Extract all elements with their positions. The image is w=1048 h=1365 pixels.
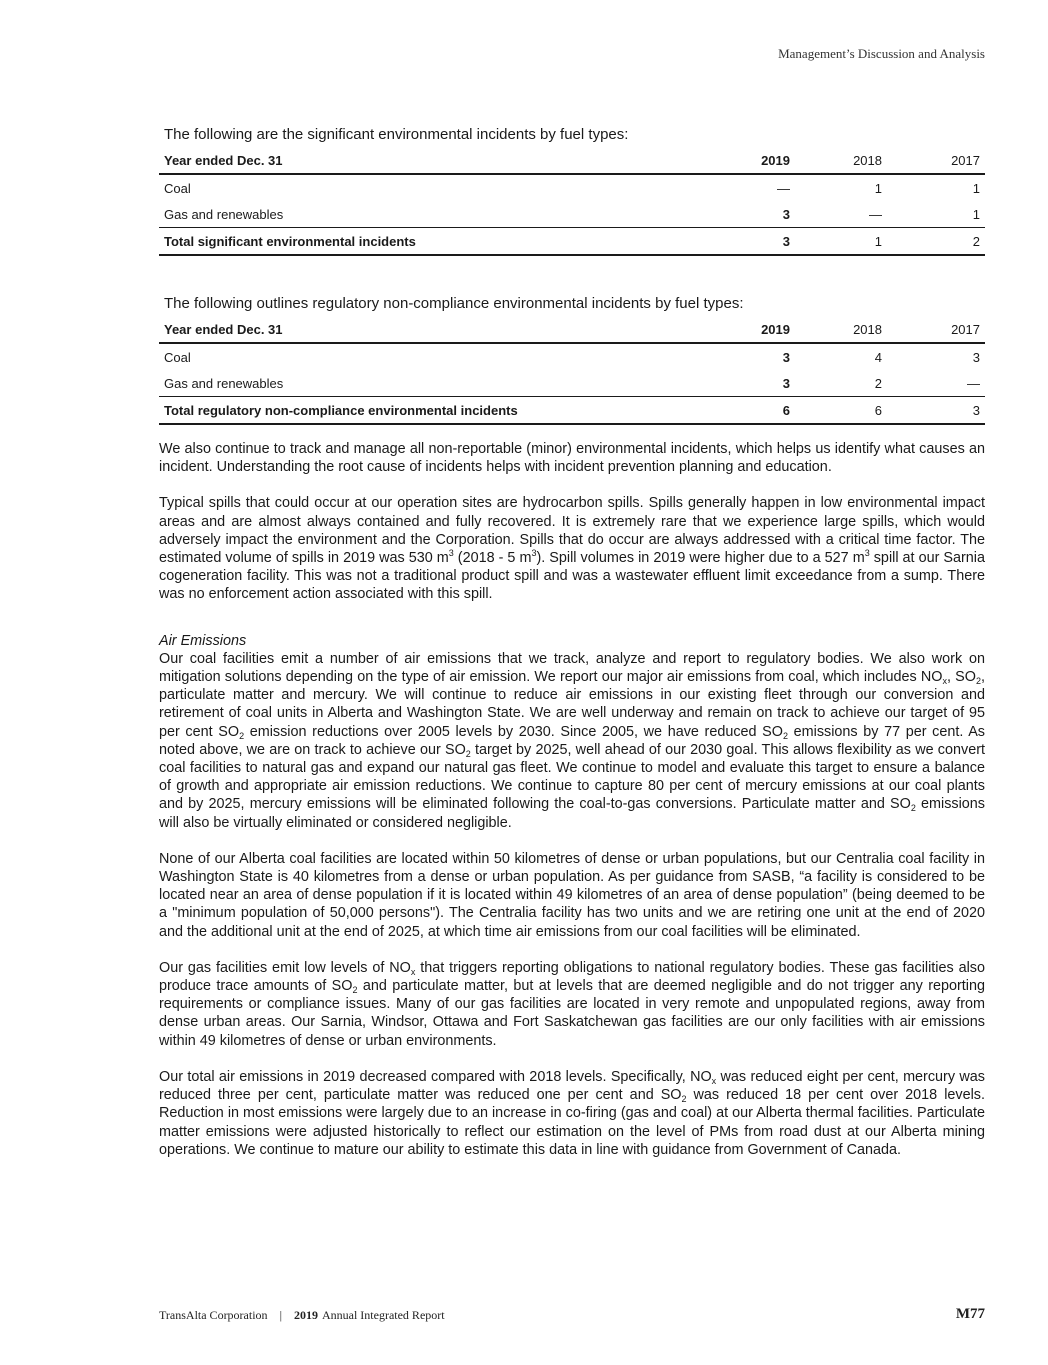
row-label: Coal: [164, 349, 191, 365]
paragraph-minor-incidents: We also continue to track and manage all non-reportable (minor) environmental incidents, which helps us identify what causes an incident. Understanding the root cause of incidents helps with incident prevention planning and education.: [159, 441, 985, 476]
body-text: [159, 440, 985, 1177]
subscript: 2: [239, 730, 245, 741]
subscript: 2: [910, 803, 916, 814]
significant-incidents-table: [159, 147, 985, 256]
cell-2019: 3: [782, 375, 790, 391]
footer-report-name: Annual Integrated Report: [321, 1308, 445, 1322]
cell-2019: 3: [782, 349, 790, 365]
cell-2017: 3: [972, 349, 980, 365]
subscript: 2: [975, 676, 981, 687]
table-row: [159, 201, 985, 228]
total-label: Total regulatory non-compliance environmental incidents: [159, 397, 690, 425]
subscript: x: [410, 966, 416, 977]
footer-company: TransAlta Corporation: [159, 1308, 268, 1322]
total-2017: 3: [882, 397, 985, 425]
paragraph-total-emissions: [159, 1068, 985, 1159]
paragraph-spills: [159, 494, 985, 603]
row-label: Coal: [164, 180, 191, 196]
text-run: Our coal facilities emit a number of air emissions that we track, analyze and report to regulatory bodies. We also work on mitigation solutions depending on the type of air emission. We report our major air emissions from coal, which includes NO: [159, 650, 985, 686]
row-label: Gas and renewables: [164, 206, 284, 222]
text-run: emissions by 77 per cent. As noted above, we are on track to achieve our SO: [159, 723, 986, 758]
text-run: target by 2025, well ahead of our 2030 goal. This allows flexibility as we convert coal facilities to natural gas and expand our natural gas fleet. We continue to model and evaluate this target to ensure a balance of growth and appropriate air emission reductions. We continue to capture 80 per cent of mercury emissions at our coal plants and by 2025, mercury emissions will be eliminated following the coal-to-gas conversions. Particulate matter and SO: [159, 741, 985, 813]
column-header-2019: 2019: [690, 147, 790, 174]
cell-2018: 1: [874, 180, 882, 196]
section-subheading-air-emissions: Air Emissions: [159, 632, 247, 649]
footer-separator: |: [279, 1308, 282, 1322]
cell-2017: 1: [972, 206, 980, 222]
cell-2019: —: [777, 180, 790, 196]
text-run: spill at our Sarnia cogeneration facility. This was not a traditional product spill and was a wastewater effluent limit exceedance from a sump. There was no enforcement action associated with this spill.: [159, 550, 985, 603]
superscript: 3: [864, 548, 870, 559]
page-number: M77: [955, 1306, 985, 1322]
text-run: ). Spill volumes in 2019 were higher due to a 527 m: [536, 550, 865, 567]
column-header-year: Year ended Dec. 31: [159, 316, 690, 343]
column-header-2019: 2019: [690, 316, 790, 343]
subscript: x: [711, 1075, 717, 1086]
cell-2018: —: [869, 206, 882, 222]
non-compliance-incidents-section: [159, 295, 985, 425]
table-total-row: [159, 228, 985, 256]
cell-2018: 2: [874, 375, 882, 391]
total-2018: 1: [790, 228, 882, 256]
text-run: emissions will also be virtually eliminated or considered negligible.: [159, 796, 985, 831]
row-label: Gas and renewables: [164, 375, 284, 391]
page-header: Management’s Discussion and Analysis: [778, 46, 985, 61]
total-2017: 2: [882, 228, 985, 256]
paragraph-centralia: None of our Alberta coal facilities are located within 50 kilometres of dense or urban populations, but our Centralia coal facility in Washington State is 40 kilometres from a dense or urban population. As per guidance from SASB, “a facility is considered to be located near an area of dense population if it is located within 49 kilometres of an area of dense population” (being deemed to be a "minimum population of 50,000 persons"). The Centralia facility has two units and we are retiring one unit at the end of 2020 and the additional unit at the end of 2025, at which time air emissions from our coal facilities will be eliminated.: [159, 850, 985, 940]
text-run: , particulate matter and mercury. We will continue to reduce air emissions in our existing fleet through our conversion and retirement of coal units in Alberta and Washington State. We are well underway and remain on track to achieve our target of 95 per cent SO: [159, 669, 985, 740]
text-run: Our gas facilities emit low levels of NO: [159, 959, 411, 976]
subscript: x: [942, 676, 947, 687]
subscript: 2: [352, 985, 358, 996]
cell-2018: 4: [874, 349, 882, 365]
significant-incidents-section: [159, 126, 985, 256]
text-run: was reduced 18 per cent over 2018 levels. Reduction in most emissions were largely due to an increase in co-firing (gas and coal) at our Alberta thermal facilities. Particulate matter emissions were adjusted historically to reflect our estimation on the level of PMs from road dust at our Alberta mining operations. We continue to mature our ability to estimate this data in line with guidance from Government of Canada.: [159, 1087, 985, 1158]
text-run: was reduced eight per cent, mercury was reduced three per cent, particulate matter was reduced one per cent and SO: [159, 1068, 985, 1104]
footer-left: [159, 1308, 445, 1323]
non-compliance-incidents-table: [159, 316, 985, 425]
subscript: 2: [782, 730, 788, 741]
text-run: Typical spills that could occur at our operation sites are hydrocarbon spills. Spills generally happen in low environmental impact areas and are almost always contained and fully recovered. It is extremely rare that we experience large spills, which would adversely impact the environment and the Corporation. Spills that do occur are always addressed with a critical time factor. The estimated volume of spills in 2019 was 530 m: [159, 495, 985, 567]
footer-year: 2019: [293, 1308, 318, 1322]
table1-caption: The following are the significant environmental incidents by fuel types:: [164, 126, 629, 143]
column-header-2017: 2017: [882, 316, 985, 343]
total-2018: 6: [790, 397, 882, 425]
text-run: emission reductions over 2005 levels by 2030. Since 2005, we have reduced SO: [244, 723, 783, 740]
text-run: and particulate matter, but at levels that are deemed negligible and do not trigger any reporting requirements or compliance issues. Many of our gas facilities are located in very remote and unpopulated regions, away from dense urban areas. Our Sarnia, Windsor, Ottawa and Fort Saskatchewan gas facilities are our only facilities with air emissions within 49 kilometres of dense or urban environments.: [159, 978, 985, 1049]
cell-2019: 3: [782, 206, 790, 222]
table2-caption: The following outlines regulatory non-compliance environmental incidents by fuel types:: [164, 295, 744, 312]
table-row: [159, 174, 985, 201]
paragraph-coal-emissions: [159, 650, 985, 832]
text-run: that triggers reporting obligations to national regulatory bodies. These gas facilities also produce trace amounts of SO: [159, 959, 985, 995]
table-header-row: [159, 147, 985, 174]
table-row: [159, 370, 985, 397]
paragraph-gas-emissions: [159, 959, 985, 1050]
superscript: 3: [531, 548, 537, 559]
table-header-row: [159, 316, 985, 343]
total-2019: 6: [690, 397, 790, 425]
table-total-row: [159, 397, 985, 425]
superscript: 3: [448, 548, 454, 559]
column-header-2017: 2017: [882, 147, 985, 174]
text-run: (2018 - 5 m: [453, 550, 532, 567]
cell-2017: —: [967, 375, 980, 391]
total-label: Total significant environmental incidents: [159, 228, 690, 256]
column-header-2018: 2018: [790, 147, 882, 174]
text-run: Our total air emissions in 2019 decreased compared with 2018 levels. Specifically, NO: [159, 1068, 712, 1085]
subscript: 2: [681, 1094, 687, 1105]
column-header-year: Year ended Dec. 31: [159, 147, 690, 174]
total-2019: 3: [690, 228, 790, 256]
cell-2017: 1: [972, 180, 980, 196]
page-footer: [159, 1306, 985, 1326]
table-row: [159, 343, 985, 370]
column-header-2018: 2018: [790, 316, 882, 343]
subscript: 2: [465, 748, 471, 759]
text-run: , SO: [946, 669, 976, 686]
